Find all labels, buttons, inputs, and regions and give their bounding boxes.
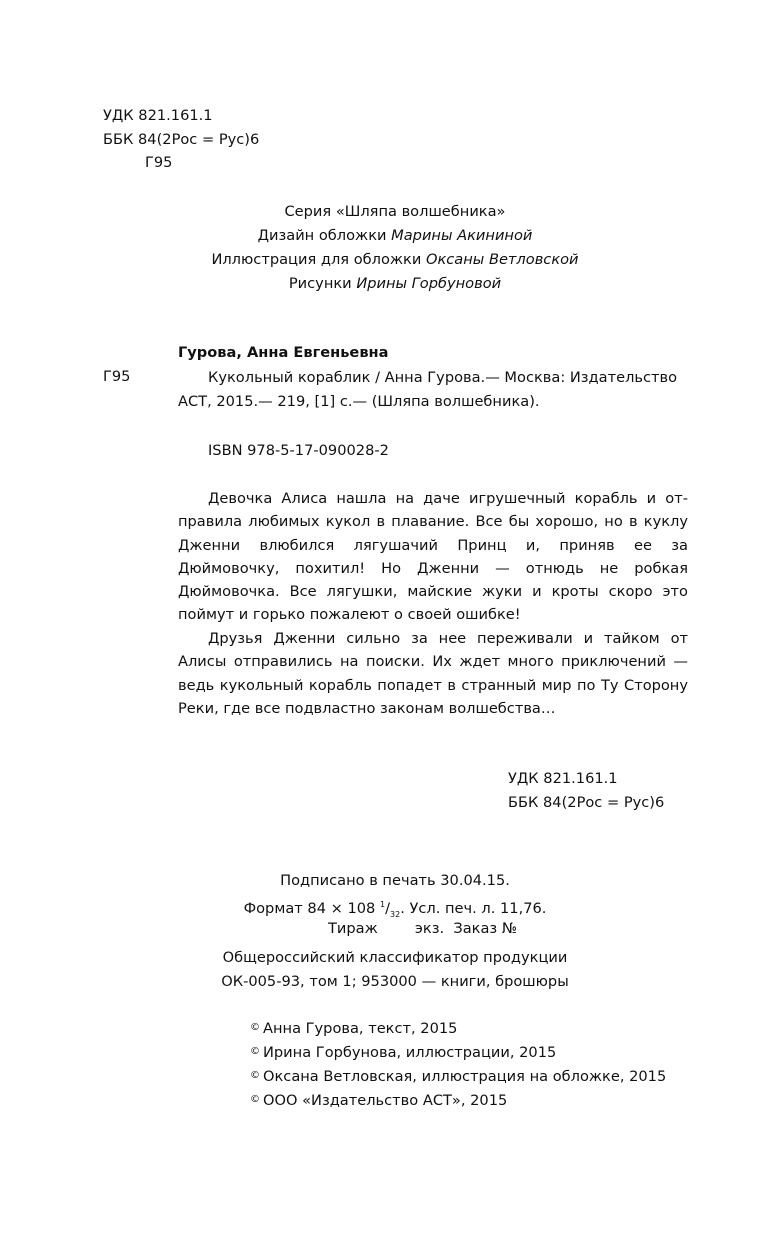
series-title: Серия «Шляпа волшебника» <box>284 203 506 220</box>
copyright-symbol: © <box>250 1022 260 1033</box>
signed-to-print: Подписано в печать 30.04.15. <box>280 872 510 889</box>
drawings-label: Рисунки <box>288 275 357 292</box>
copyright-symbol: © <box>250 1094 260 1105</box>
format-line: Формат 84 × 108 $^1/_{32}$. Усл. печ. л. 11,76. <box>243 899 547 919</box>
copyright-text: ООО «Издательство АСТ», 2015 <box>263 1092 508 1109</box>
cover-illustration-label: Иллюстрация для обложки <box>211 251 426 268</box>
copyright-item <box>250 1089 507 1112</box>
copyright-item <box>250 1041 556 1064</box>
isbn: ISBN 978-5-17-090028-2 <box>208 442 389 459</box>
format-denominator: 32 <box>390 909 401 919</box>
classifier-line: Общероссийский классификатор продукции <box>222 949 568 966</box>
copyright-text: Ирина Горбунова, иллюстрации, 2015 <box>263 1044 557 1061</box>
cover-design-label: Дизайн обложки <box>257 227 392 244</box>
drawings-credit <box>170 273 620 295</box>
copyright-text: Оксана Ветловская, иллюстрация на обложке, 2015 <box>263 1068 667 1085</box>
circulation-line: Тираж экз. Заказ № <box>328 920 517 937</box>
format-prefix: Формат 84 × 108 <box>243 899 380 917</box>
udk-code: УДК 821.161.1 <box>103 107 213 124</box>
copyright-item <box>250 1017 457 1040</box>
okp-line: ОК-005-93, том 1; 953000 — книги, брошюры <box>221 973 569 990</box>
bbk-code: ББК 84(2Рос = Рус)6 <box>103 131 260 148</box>
copyright-item <box>250 1065 666 1088</box>
entry-line-2: АСТ, 2015.— 219, [1] с.— (Шляпа волшебника). <box>178 393 540 410</box>
copyright-symbol: © <box>250 1046 260 1057</box>
annotation-paragraph-2: Друзья Дженни сильно за нее переживали и тайком от Алисы отправились на поиски. Их ждет много приключений — ведь кукольный корабль попадет в странный мир по Ту Сторону Реки, где все подвластно законам волшебства… <box>178 630 688 717</box>
cover-illustration-credit <box>170 249 620 271</box>
annotation-paragraph-1: Девочка Алиса нашла на даче игрушечный корабль и отправила любимых кукол в плавание. Все бы хорошо, но в куклу Дженни влюбился лягушачий Принц и, приняв ее за Дюймовочку, похитил! Но Дженни — отнюдь не робкая Дюймовочка. Все лягушки, майские жуки и кроты скоро это поймут и горько пожалеют о своей ошибке! <box>178 490 688 624</box>
author-mark: Г95 <box>145 154 173 171</box>
cover-illustration-name: Оксаны Ветловской <box>425 251 579 268</box>
format-numerator: 1 <box>379 900 386 909</box>
copyright-text: Анна Гурова, текст, 2015 <box>263 1020 458 1037</box>
author-heading: Гурова, Анна Евгеньевна <box>178 344 389 361</box>
drawings-name: Ирины Горбуновой <box>356 275 502 292</box>
cover-design-name: Марины Акининой <box>391 227 533 244</box>
format-suffix: . Усл. печ. л. 11,76. <box>400 899 547 917</box>
entry-line-1: Кукольный кораблик / Анна Гурова.— Москва: Издательство <box>208 369 678 386</box>
bbk-code-bottom: ББК 84(2Рос = Рус)6 <box>508 794 665 811</box>
copyright-symbol: © <box>250 1070 260 1081</box>
side-author-mark: Г95 <box>103 368 131 385</box>
udk-code-bottom: УДК 821.161.1 <box>508 770 618 787</box>
cover-design-credit <box>170 225 620 247</box>
